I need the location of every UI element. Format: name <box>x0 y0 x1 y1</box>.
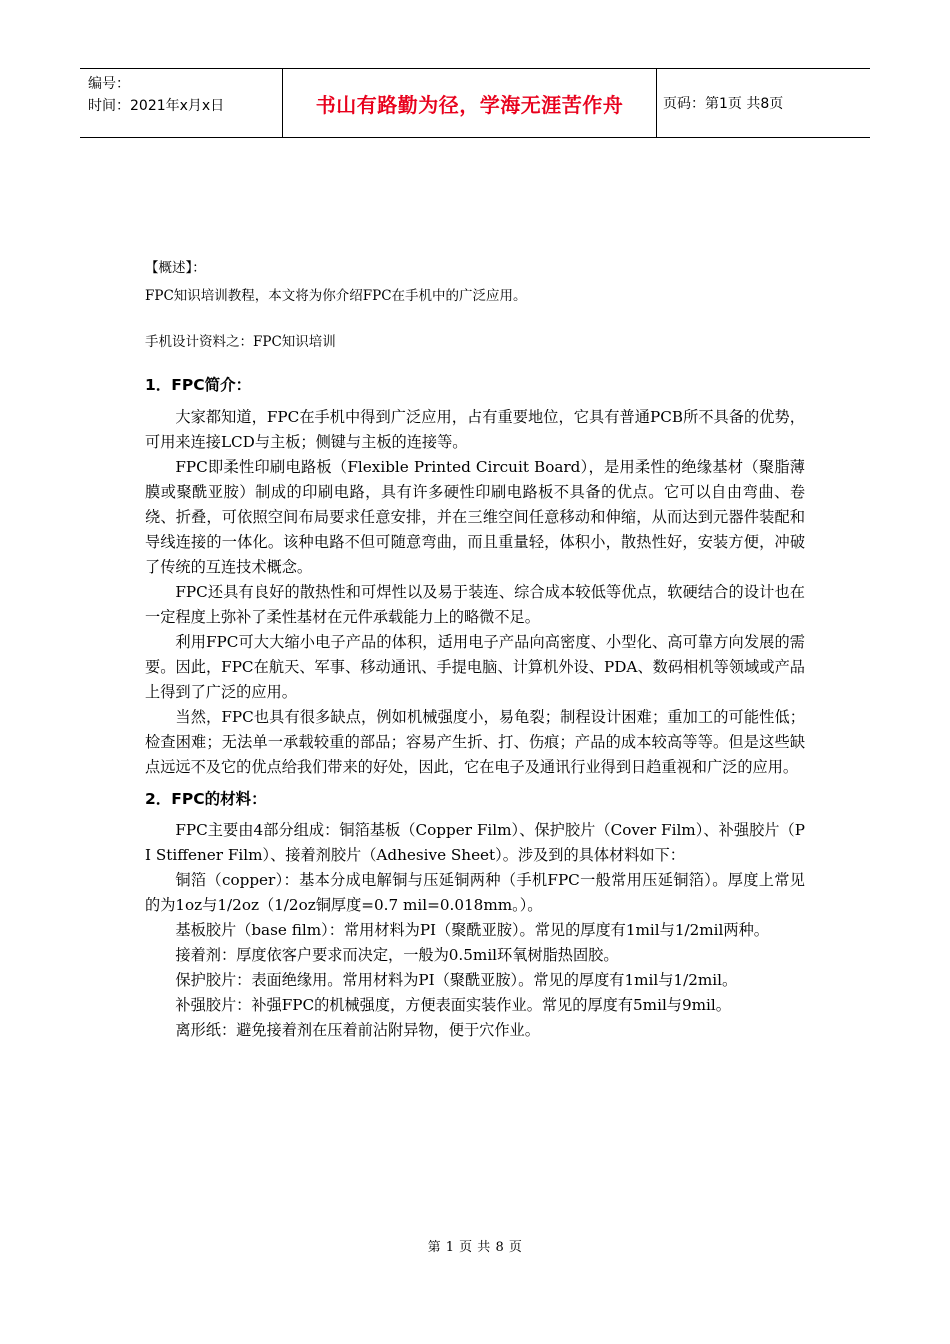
paragraph: 保护胶片：表面绝缘用。常用材料为PI（聚酰亚胺）。常见的厚度有1mil与1/2mil。 <box>175 971 738 989</box>
header-meta-cell <box>80 69 282 137</box>
paragraph: 补强胶片：补强FPC的机械强度，方便表面实装作业。常见的厚度有5mil与9mil。 <box>175 996 731 1014</box>
paragraph: 铜箔（copper）：基本分成电解铜与压延铜两种（手机FPC一般常用压延铜箔）。厚度上常见的为1oz与1/2oz（1/2oz铜厚度=0.7 mil=0.018mm。）。 <box>145 871 805 914</box>
paragraph: FPC还具有良好的散热性和可焊性以及易于装连、综合成本较低等优点，软硬结合的设计也在一定程度上弥补了柔性基材在元件承载能力上的略微不足。 <box>145 583 805 626</box>
paragraph: FPC即柔性印刷电路板（Flexible Printed Circuit Board），是用柔性的绝缘基材（聚脂薄膜或聚酰亚胺）制成的印刷电路，具有许多硬性印刷电路板不具备的优点。它可以自由弯曲、卷绕、折叠，可依照空间布局要求任意安排，并在三维空间任意移动和伸缩，从而达到元器件装配和导线连接的一体化。该种电路不但可随意弯曲，而且重量轻，体积小，散热性好，安装方便，冲破了传统的互连技术概念。 <box>145 458 805 576</box>
section-heading-intro: 1．FPC简介： <box>145 376 252 394</box>
paragraph: 当然，FPC也具有很多缺点，例如机械强度小，易龟裂；制程设计困难；重加工的可能性低；检查困难；无法单一承载较重的部品；容易产生折、打、伤痕；产品的成本较高等等。但是这些缺点远远不及它的优点给我们带来的好处，因此，它在电子及通讯行业得到日趋重视和广泛的应用。 <box>145 708 805 776</box>
doc-code-label: 编号： <box>88 76 130 92</box>
page-header <box>80 68 870 138</box>
paragraph: 大家都知道，FPC在手机中得到广泛应用，占有重要地位，它具有普通PCB所不具备的优势，可用来连接LCD与主板；侧键与主板的连接等。 <box>145 408 805 451</box>
header-page-info: 页码：第1页 共8页 <box>663 96 784 112</box>
overview-title: 【概述】： <box>145 260 206 276</box>
header-motto: 书山有路勤为径，学海无涯苦作舟 <box>282 69 657 137</box>
source-line: 手机设计资料之：FPC知识培训 <box>145 334 336 350</box>
paragraph: 离形纸：避免接着剂在压着前沾附异物，便于穴作业。 <box>175 1021 540 1039</box>
document-body <box>145 258 805 1043</box>
doc-date-label: 时间：2021年x月x日 <box>88 98 225 114</box>
paragraph: 利用FPC可大大缩小电子产品的体积，适用电子产品向高密度、小型化、高可靠方向发展的需要。因此，FPC在航天、军事、移动通讯、手提电脑、计算机外设、PDA、数码相机等领域或产品上得到了广泛的应用。 <box>145 633 805 701</box>
paragraph: 接着剂：厚度依客户要求而决定，一般为0.5mil环氧树脂热固胶。 <box>175 946 619 964</box>
section-heading-materials: 2．FPC的材料： <box>145 790 267 808</box>
paragraph: FPC主要由4部分组成：铜箔基板（Copper Film）、保护胶片（Cover Film）、补强胶片（PI Stiffener Film）、接着剂胶片（Adhesive Sheet）。涉及到的具体材料如下： <box>145 821 805 864</box>
overview-text: FPC知识培训教程，本文将为你介绍FPC在手机中的广泛应用。 <box>145 288 527 304</box>
paragraph: 基板胶片（base film）：常用材料为PI（聚酰亚胺）。常见的厚度有1mil与1/2mil两种。 <box>175 921 769 939</box>
page-footer: 第 1 页 共 8 页 <box>427 1240 523 1255</box>
